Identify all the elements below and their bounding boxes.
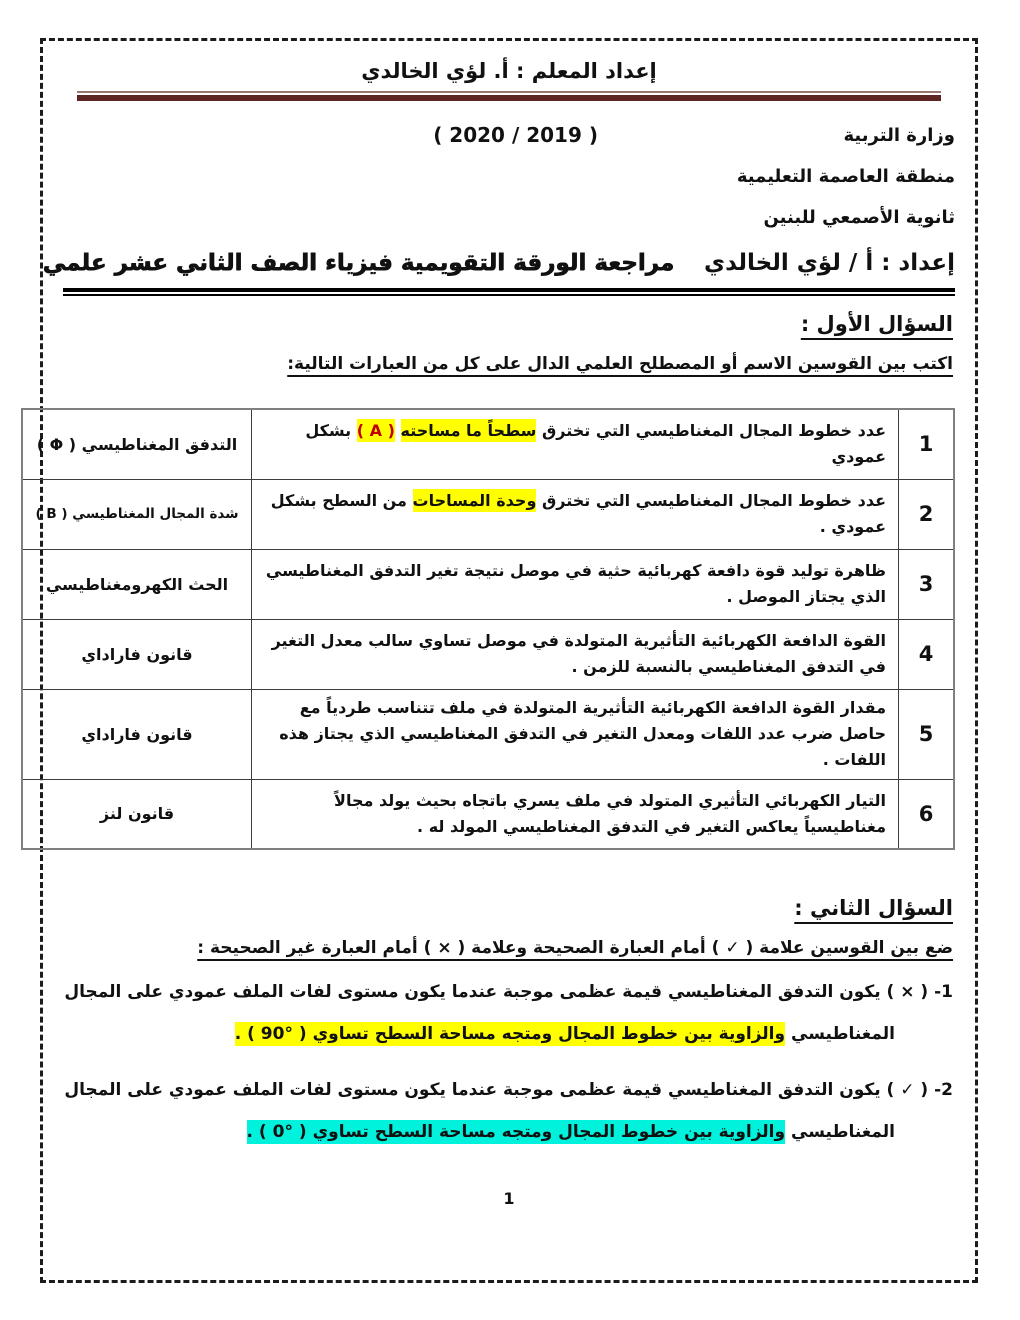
row-description — [252, 409, 899, 479]
school-info-block — [63, 125, 955, 228]
statement-1-line2 — [63, 1018, 895, 1050]
table-row — [22, 409, 954, 479]
district-name: منطقة العاصمة التعليمية — [736, 166, 955, 187]
statement-2 — [63, 1080, 955, 1148]
question1-heading: السؤال الأول : — [800, 312, 953, 336]
statement-1-line1: 1- ( × ) يكون التدفق المغناطيسي قيمة عظمى موجبة عندما يكون مستوى لفات الملف عمودي على المجال — [64, 982, 953, 1003]
row-answer: الحث الكهرومغناطيسي — [22, 549, 252, 619]
district-line — [63, 166, 955, 187]
school-line — [63, 207, 955, 228]
row-answer: قانون فاراداي — [22, 689, 252, 779]
row-answer: شدة المجال المغناطيسي ( B ) — [22, 479, 252, 549]
row-description — [252, 479, 899, 549]
description-text: مقدار القوة الدافعة الكهربائية التأثيرية المتولدة في ملف تتناسب طردياً مع حاصل ضرب عدد اللفات ومعدل التغير في التدفق المغناطيسي الذي يجتاز هذه اللفات . — [279, 697, 886, 770]
table-row — [22, 479, 954, 549]
description-text — [395, 421, 401, 440]
statement-2-line2 — [63, 1116, 895, 1148]
statement-text: المغناطيسي — [785, 1024, 895, 1045]
description-text: بشكل عمودي — [305, 420, 886, 467]
description-text: التيار الكهربائي التأثيري المتولد في ملف يسري باتجاه بحيث يولد مجالاً مغناطيسياً يعاكس التغير في التدفق المغناطيسي المولد له . — [334, 790, 886, 836]
row-number: 2 — [899, 479, 955, 549]
description-text: ظاهرة توليد قوة دافعة كهربائية حثية في موصل نتيجة تغير التدفق المغناطيسي الذي يجتاز الموصل . — [265, 560, 886, 606]
row-number: 1 — [899, 409, 955, 479]
highlighted-symbol: ( A ) — [356, 420, 395, 440]
description-text: عدد خطوط المجال المغناطيسي التي تخترق — [536, 490, 886, 510]
table-row — [22, 549, 954, 619]
row-description — [252, 689, 899, 779]
row-number: 6 — [899, 779, 955, 849]
row-number: 3 — [899, 549, 955, 619]
school-year: ( 2019 / 2020 ) — [433, 123, 598, 147]
prepared-by: إعداد : أ / لؤي الخالدي — [704, 250, 955, 276]
teacher-header: إعداد المعلم : أ. لؤي الخالدي — [361, 59, 657, 83]
table-row — [22, 619, 954, 689]
highlighted-text: سطحاً ما مساحته — [400, 420, 537, 440]
row-answer: قانون فاراداي — [22, 619, 252, 689]
highlighted-text: والزاوية بين خطوط المجال ومتجه مساحة السطح تساوي ( °90 ) . — [234, 1024, 786, 1045]
page-number: 1 — [503, 1188, 515, 1208]
row-description — [252, 549, 899, 619]
row-number: 4 — [899, 619, 955, 689]
decorative-page-border — [35, 38, 978, 1283]
description-text: عدد خطوط المجال المغناطيسي التي تخترق — [536, 420, 886, 440]
highlighted-text: والزاوية بين خطوط المجال ومتجه مساحة السطح تساوي ( °0 ) . — [246, 1122, 786, 1143]
document-title: مراجعة الورقة التقويمية فيزياء الصف الثاني عشر علمي — [42, 250, 675, 276]
maroon-divider-thick-line — [77, 95, 941, 101]
ministry-name: وزارة التربية — [843, 125, 955, 146]
row-answer: التدفق المغناطيسي ( Φ ) — [22, 409, 252, 479]
document-title-row — [42, 250, 955, 276]
page-content — [35, 41, 975, 1280]
row-answer: قانون لنز — [22, 779, 252, 849]
row-description — [252, 779, 899, 849]
black-divider — [63, 288, 955, 296]
school-name: ثانوية الأصمعي للبنين — [763, 207, 955, 228]
statement-2-line1: 2- ( ✓ ) يكون التدفق المغناطيسي قيمة عظمى موجبة عندما يكون مستوى لفات الملف عمودي على المجال — [64, 1080, 953, 1101]
highlighted-text: وحدة المساحات — [412, 490, 537, 510]
statement-text: المغناطيسي — [785, 1122, 895, 1143]
description-text: من السطح بشكل عمودي . — [270, 490, 886, 536]
row-number: 5 — [899, 689, 955, 779]
table-row — [22, 689, 954, 779]
maroon-divider — [77, 91, 941, 101]
ministry-line — [63, 125, 955, 146]
row-description — [252, 619, 899, 689]
question1-instruction: اكتب بين القوسين الاسم أو المصطلح العلمي الدال على كل من العبارات التالية: — [287, 354, 953, 374]
question2-instruction: ضع بين القوسين علامة ( ✓ ) أمام العبارة الصحيحة وعلامة ( × ) أمام العبارة غير الصحيحة : — [197, 938, 953, 959]
question2-heading: السؤال الثاني : — [794, 896, 953, 921]
table-row — [22, 779, 954, 849]
maroon-divider-thin-line — [77, 91, 941, 93]
statement-1 — [63, 982, 955, 1050]
question1-table — [21, 408, 955, 850]
description-text: القوة الدافعة الكهربائية التأثيرية المتولدة في موصل تساوي سالب معدل التغير في التدفق المغناطيسي بالنسبة للزمن . — [271, 630, 886, 676]
